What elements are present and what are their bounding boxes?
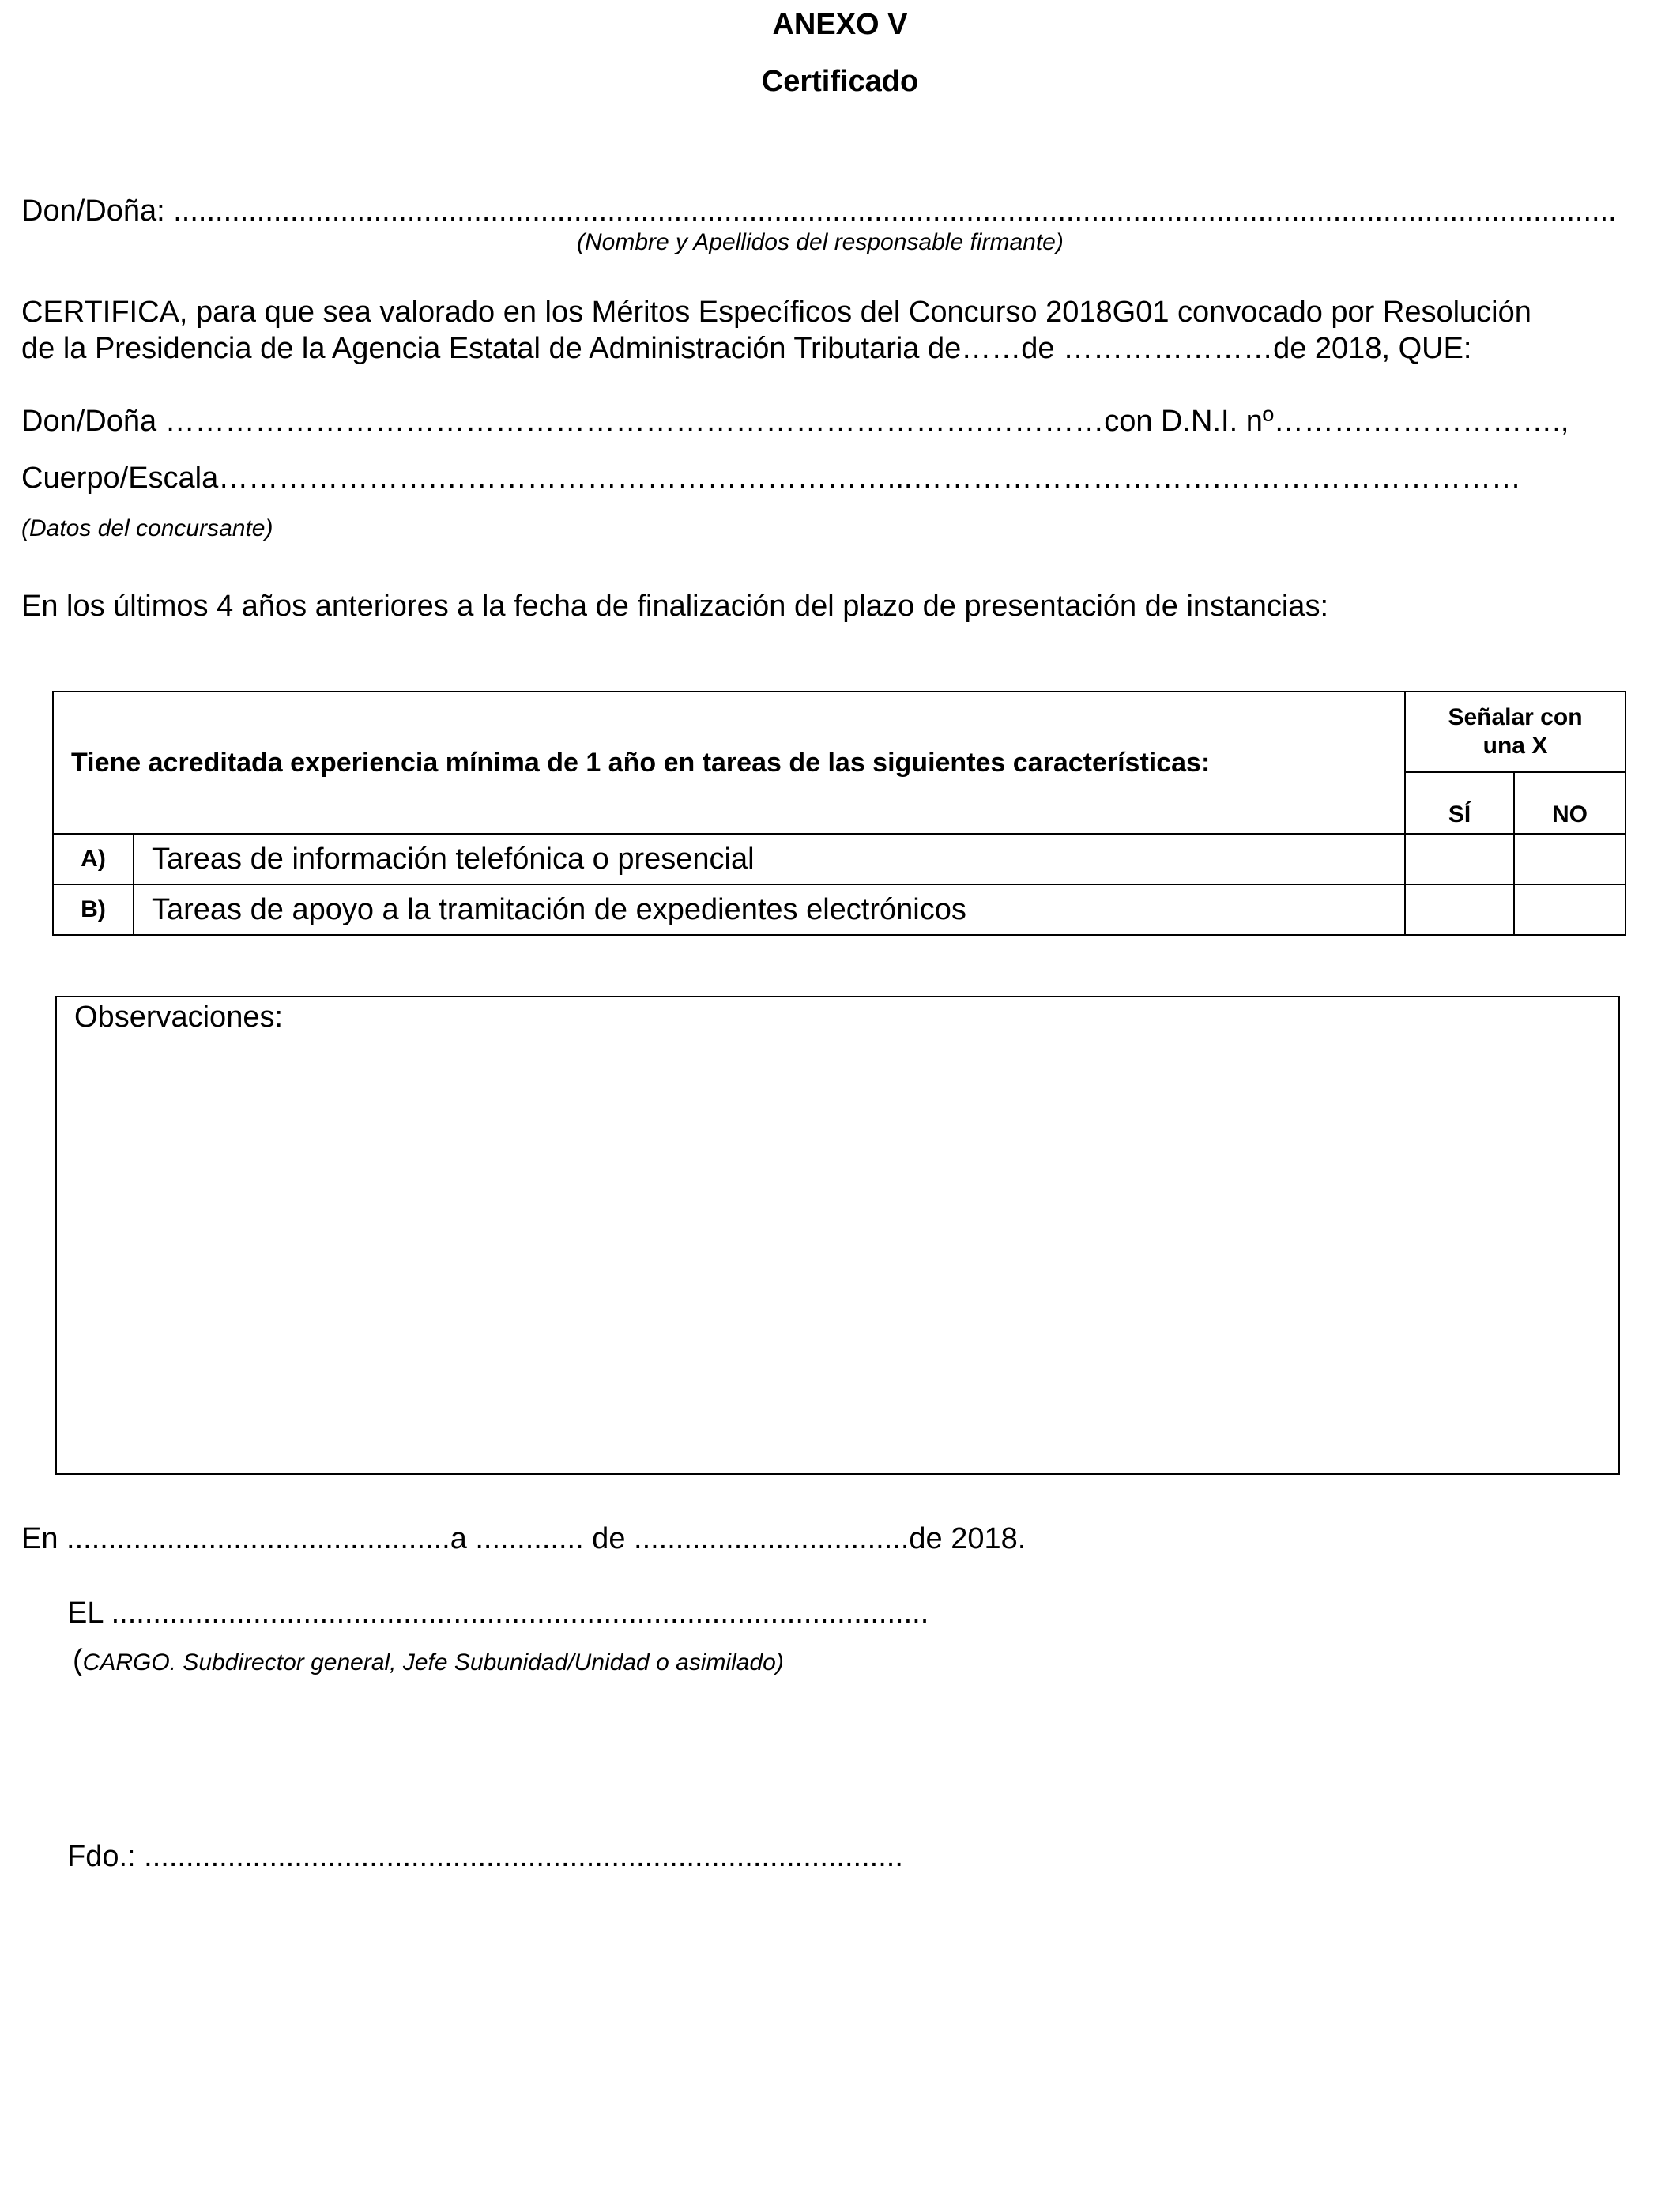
el-caption bbox=[73, 1644, 784, 1678]
candidate-name-line: Don/Doña ……………………………………………………………………….…………con D.N.I. nº……….………………., bbox=[21, 405, 1569, 438]
signer-caption: (Nombre y Apellidos del responsable firmante) bbox=[577, 229, 1064, 255]
el-caption-text: CARGO. Subdirector general, Jefe Subunidad/Unidad o asimilado) bbox=[82, 1649, 784, 1676]
checkbox-yes-b[interactable] bbox=[1405, 884, 1514, 935]
row-letter: A) bbox=[53, 834, 134, 884]
table-header-mark bbox=[1405, 692, 1625, 772]
annex-title: ANEXO V bbox=[772, 8, 908, 41]
candidate-cuerpo-line: Cuerpo/Escala………………….………………………………………...………………………….………………………… bbox=[21, 462, 1522, 495]
signer-name-line: Don/Doña: ............................................................................................................................................................................. bbox=[21, 194, 1617, 228]
document-type-title: Certificado bbox=[761, 65, 919, 98]
checkbox-yes-a[interactable] bbox=[1405, 834, 1514, 884]
table-header-yes: SÍ bbox=[1405, 772, 1514, 834]
experience-table bbox=[52, 691, 1626, 936]
table-header-no: NO bbox=[1514, 772, 1625, 834]
table-header-main: Tiene acreditada experiencia mínima de 1 año en tareas de las siguientes características: bbox=[53, 692, 1405, 834]
row-letter: B) bbox=[53, 884, 134, 935]
signature-line: Fdo.: ........................................................................................... bbox=[67, 1840, 903, 1873]
observations-box[interactable] bbox=[55, 996, 1620, 1475]
el-line: EL .................................................................................................. bbox=[67, 1596, 929, 1630]
candidate-caption: (Datos del concursante) bbox=[21, 515, 273, 541]
place-date-line: En ..............................................a ............. de .................................de 2018. bbox=[21, 1522, 1026, 1555]
table-row bbox=[53, 884, 1625, 935]
table-row bbox=[53, 834, 1625, 884]
row-task: Tareas de información telefónica o presencial bbox=[134, 834, 1405, 884]
checkbox-no-b[interactable] bbox=[1514, 884, 1625, 935]
certifica-line-2: de la Presidencia de la Agencia Estatal de Administración Tributaria de……de …………………de 2018, QUE: bbox=[21, 332, 1472, 365]
row-task: Tareas de apoyo a la tramitación de expedientes electrónicos bbox=[134, 884, 1405, 935]
period-text: En los últimos 4 años anteriores a la fecha de finalización del plazo de presentación de instancias: bbox=[21, 590, 1329, 623]
table-header-row bbox=[53, 692, 1625, 772]
observations-label: Observaciones: bbox=[74, 1001, 284, 1034]
certifica-line-1: CERTIFICA, para que sea valorado en los Méritos Específicos del Concurso 2018G01 convocado por Resolución bbox=[21, 296, 1531, 329]
certifica-paragraph bbox=[21, 294, 1665, 367]
el-caption-paren: ( bbox=[73, 1644, 83, 1677]
checkbox-no-a[interactable] bbox=[1514, 834, 1625, 884]
table-header-mark-text: Señalar con una X bbox=[1448, 704, 1583, 759]
